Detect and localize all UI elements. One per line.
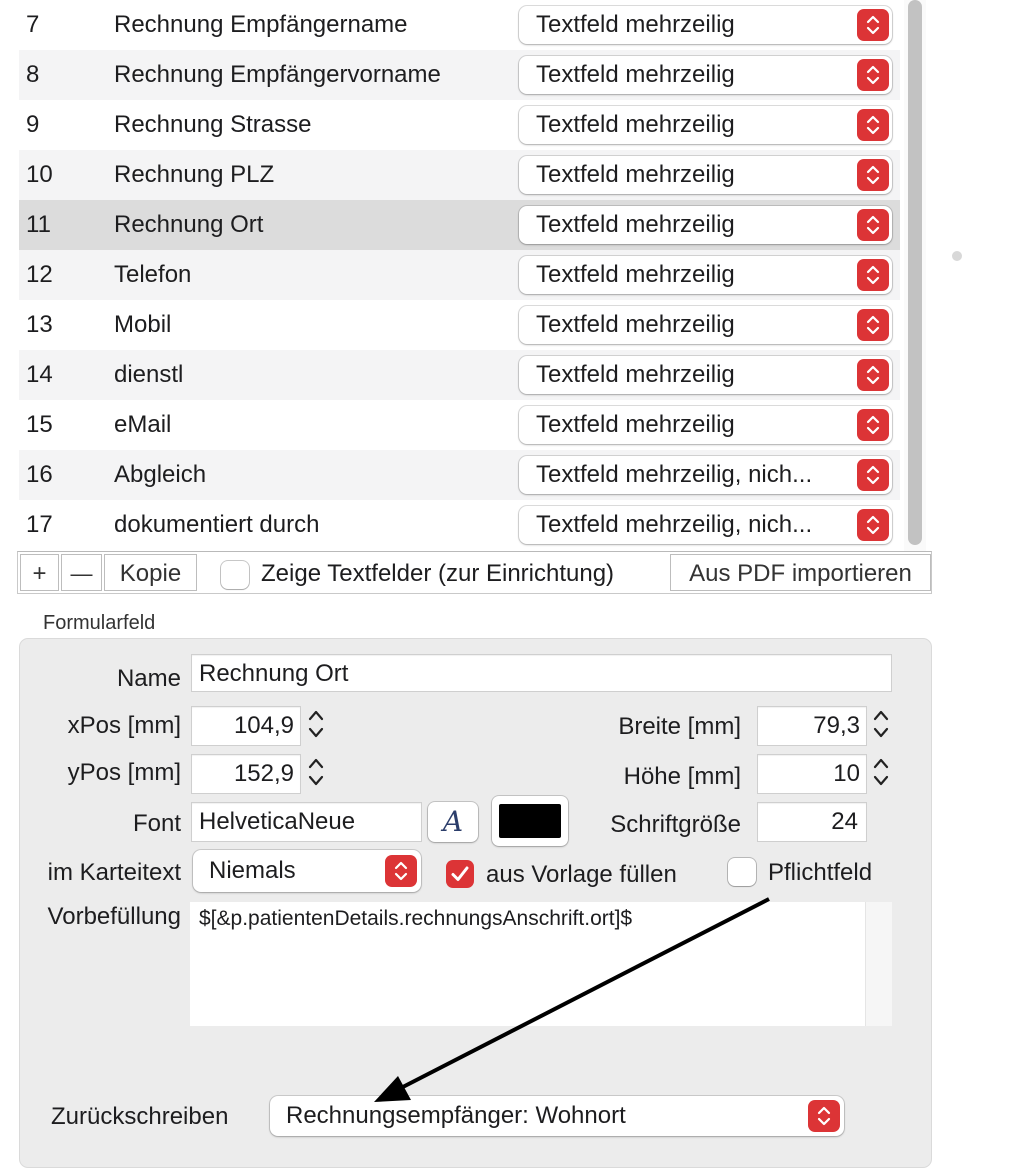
row-type-value: Textfeld mehrzeilig bbox=[536, 311, 735, 338]
row-field-name: Rechnung Strasse bbox=[114, 111, 312, 138]
required-label: Pflichtfeld bbox=[768, 859, 873, 886]
font-size-input[interactable]: 24 bbox=[757, 802, 867, 842]
height-input[interactable]: 10 bbox=[757, 754, 867, 794]
row-field-name: Mobil bbox=[114, 311, 172, 338]
prefill-value: $[&p.patientenDetails.rechnungsAnschrift.ort]$ bbox=[199, 907, 633, 930]
karteitext-value: Niemals bbox=[209, 857, 296, 884]
row-number: 8 bbox=[26, 61, 40, 88]
row-field-name: Rechnung PLZ bbox=[114, 161, 275, 188]
row-type-value: Textfeld mehrzeilig bbox=[536, 361, 735, 388]
xpos-input[interactable]: 104,9 bbox=[191, 706, 301, 746]
row-number: 11 bbox=[26, 211, 51, 238]
writeback-value: Rechnungsempfänger: Wohnort bbox=[286, 1102, 626, 1129]
row-number: 13 bbox=[26, 311, 53, 338]
karteitext-label: im Karteitext bbox=[47, 859, 181, 886]
name-label: Name bbox=[116, 665, 181, 692]
show-text-fields-label: Zeige Textfelder (zur Einrichtung) bbox=[261, 560, 615, 587]
row-type-value: Textfeld mehrzeilig, nich... bbox=[536, 511, 813, 538]
font-input[interactable]: HelveticaNeue bbox=[191, 802, 422, 842]
row-type-value: Textfeld mehrzeilig bbox=[536, 161, 735, 188]
row-field-name: Telefon bbox=[114, 261, 192, 288]
remove-row-button[interactable]: — bbox=[61, 554, 102, 591]
add-row-button[interactable]: + bbox=[20, 554, 59, 591]
font-label: Font bbox=[132, 810, 181, 837]
row-field-name: dokumentiert durch bbox=[114, 511, 320, 538]
row-field-name: Rechnung Empfängername bbox=[114, 11, 408, 38]
width-input[interactable]: 79,3 bbox=[757, 706, 867, 746]
row-field-name: Rechnung Empfängervorname bbox=[114, 61, 441, 88]
row-type-value: Textfeld mehrzeilig bbox=[536, 61, 735, 88]
import-from-pdf-button[interactable]: Aus PDF importieren bbox=[670, 554, 931, 591]
font-icon: A bbox=[442, 805, 464, 838]
row-field-name: Abgleich bbox=[114, 461, 207, 488]
fill-from-template-label: aus Vorlage füllen bbox=[486, 861, 677, 888]
copy-button[interactable]: Kopie bbox=[104, 554, 197, 591]
row-type-value: Textfeld mehrzeilig bbox=[536, 211, 735, 238]
width-label: Breite [mm] bbox=[618, 713, 741, 740]
row-type-value: Textfeld mehrzeilig, nich... bbox=[536, 461, 813, 488]
ypos-input[interactable]: 152,9 bbox=[191, 754, 301, 794]
row-type-value: Textfeld mehrzeilig bbox=[536, 111, 735, 138]
row-field-name: Rechnung Ort bbox=[114, 211, 264, 238]
row-number: 12 bbox=[26, 261, 53, 288]
row-number: 14 bbox=[26, 361, 53, 388]
height-label: Höhe [mm] bbox=[623, 763, 741, 790]
prefill-label: Vorbefüllung bbox=[47, 903, 181, 930]
row-number: 9 bbox=[26, 111, 40, 138]
row-number: 15 bbox=[26, 411, 53, 438]
ypos-label: yPos [mm] bbox=[67, 759, 181, 786]
section-title: Formularfeld bbox=[43, 612, 156, 634]
writeback-label: Zurückschreiben bbox=[51, 1103, 229, 1130]
row-type-value: Textfeld mehrzeilig bbox=[536, 11, 735, 38]
font-size-label: Schriftgröße bbox=[610, 811, 741, 838]
row-type-value: Textfeld mehrzeilig bbox=[536, 261, 735, 288]
row-number: 7 bbox=[26, 11, 40, 38]
name-input[interactable]: Rechnung Ort bbox=[191, 654, 892, 692]
row-number: 10 bbox=[26, 161, 53, 188]
xpos-label: xPos [mm] bbox=[67, 712, 181, 739]
row-number: 16 bbox=[26, 461, 53, 488]
row-number: 17 bbox=[26, 511, 53, 538]
row-field-name: eMail bbox=[114, 411, 172, 438]
row-field-name: dienstl bbox=[114, 361, 184, 388]
row-type-value: Textfeld mehrzeilig bbox=[536, 411, 735, 438]
